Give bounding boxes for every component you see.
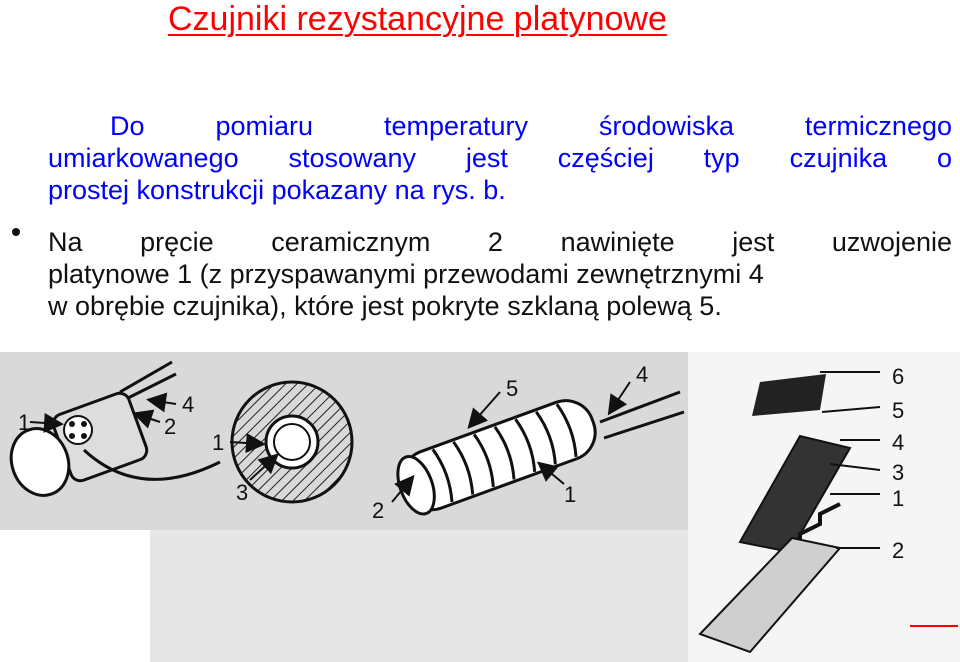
thin-film-drawing	[700, 372, 880, 652]
fig-a-label-1b: 1	[212, 430, 225, 455]
cylinder-sensor-drawing	[2, 362, 220, 504]
fig-a-label-4: 4	[182, 392, 195, 417]
wound-rod-drawing	[391, 382, 684, 519]
fig-b-label-1: 1	[564, 482, 577, 507]
intro-line-2: umiarkowanego stosowany jest częściej typ czujnika o	[48, 143, 952, 173]
footer-red-line	[910, 625, 958, 627]
bullet-icon	[12, 228, 20, 236]
bullet-line-3: w obrębie czujnika), które jest pokryte szklaną polewą 5.	[48, 291, 722, 321]
fig-b-label-4: 4	[636, 362, 649, 387]
page-title: Czujniki rezystancyjne platynowe	[168, 0, 667, 38]
fig-a-label-2: 2	[164, 414, 177, 439]
intro-line-1: Do pomiaru temperatury środowiska termicznego	[110, 111, 952, 141]
fig-c-label-6: 6	[892, 364, 905, 389]
intro-line-3: prostej konstrukcji pokazany na rys. b.	[48, 175, 506, 205]
sensor-construction-figure	[0, 352, 960, 662]
fig-c-label-1: 1	[892, 486, 905, 511]
fig-b-label-5: 5	[506, 376, 519, 401]
fig-a-label-1: 1	[18, 410, 31, 435]
fig-c-label-4: 4	[892, 430, 905, 455]
fig-b-label-2: 2	[372, 498, 385, 523]
sensor-drawings	[0, 352, 960, 662]
intro-paragraph	[48, 110, 952, 206]
cross-section-drawing	[230, 382, 352, 502]
fig-a-label-3: 3	[236, 480, 249, 505]
fig-c-label-2: 2	[892, 538, 905, 563]
bullet-paragraph	[48, 226, 952, 322]
bullet-line-2: platynowe 1 (z przyspawanymi przewodami zewnętrznymi 4	[48, 259, 764, 289]
fig-c-label-3: 3	[892, 460, 905, 485]
fig-c-label-5: 5	[892, 398, 905, 423]
bullet-line-1: Na pręcie ceramicznym 2 nawinięte jest uzwojenie	[48, 227, 952, 257]
